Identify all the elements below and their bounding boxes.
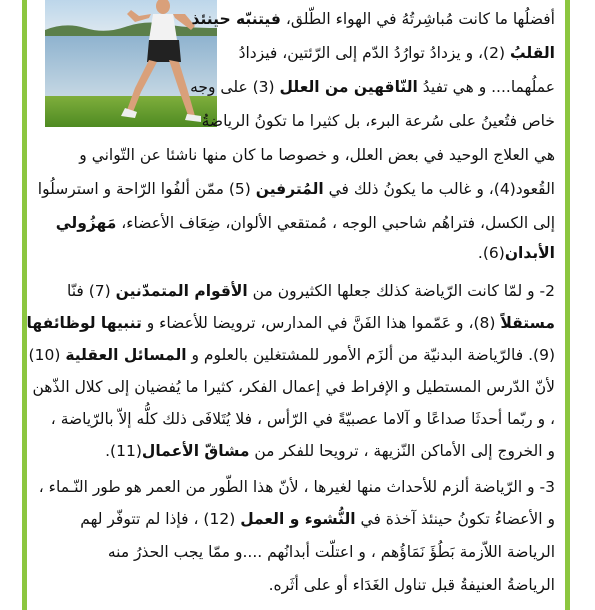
paragraph1-line4: خاص فتُعينُ على سُرعة البرء، بل كثيرا ما تكونُ الرياضةُ [201, 112, 555, 130]
paragraph2-line3: (9). فالرّياضة البدنيّة من ألزَم الأمور للمشتغلين بالعلوم و المسائل العقلية (10) [28, 346, 555, 364]
paragraph3-line3: الرياضة اللاّزمة بَطُؤَ نَمَاؤُهم ، و اعتلّت أبدانُهم ....و ممّا يجب الحذرُ منه [107, 543, 555, 561]
paragraph2-line2: مستقلاً (8)، و عَمّموا هذا الفَنَّ في المدارس، ترويضا للأعضاء و تنبيها لوظائفها [26, 314, 555, 332]
paragraph2-line4: لأنّ الدّرس المستطيل و الإفراط في إعمال الفكر، كثيرا ما يُفضيان إلى كلال الذّهن [32, 378, 555, 396]
paragraph3-line1: 3- و الرّياضة ألزم للأحداث منها لغيرها ، لأنّ هذا الطّور من العمر هو طور النّـماء ، [38, 478, 555, 496]
paragraph1-line2: القلبُ (2)، و يزدادُ توارُدُ الدّم إلى الرّئتين، فيزدادُ [238, 44, 555, 62]
article-content [26, 0, 555, 610]
page-frame [22, 0, 570, 610]
paragraph3-line2: و الأعضاءُ تكونُ حينئذ آخذة في النُّشوء و العمل (12) ، فإذا لم تتوفّر لهم [80, 510, 555, 528]
paragraph3-line4: الرياضةُ العنيفةُ قبل تناول الغَدَاء أو على أثَره. [268, 576, 555, 594]
paragraph2-line5: ، و ربّما أحدثَا صداعًا و آلاما عصبيّةً في الرّأس ، فلا يُتَلافَى ذلك كلُّه إلاّ بالرّياضة ، [50, 410, 555, 428]
paragraph1-line1: أفضلُها ما كانت مُباشِرتُهُ في الهواء الطّلق، فيتنبّه حينئذ [191, 10, 555, 28]
paragraph1-line3: عملُهما.... و هي تفيدُ النّاقهين من العلل (3) على وجه [190, 78, 555, 96]
paragraph2-line6: و الخروج إلى الأماكن النّزيهة ، ترويحا للفكر من مشاقّ الأعمال(11). [105, 442, 555, 460]
paragraph1-line6: القُعود(4)، و غالب ما يكونُ ذلك في المُترفين (5) ممّن ألفُوا الرّاحة و استرسلُوا [37, 180, 555, 198]
paragraph1-line7: إلى الكسل، فتراهُم شاحبي الوجه ، مُمتقعي الألوان، ضِعَاف الأعضاء، مَهزُولي [55, 214, 555, 232]
paragraph1-line5: هي العلاج الوحيد في بعض العلل، و خصوصا ما كان منها ناشئا عن التّواني و [79, 146, 555, 164]
paragraph2-line1: 2- و لمّا كانت الرّياضة كذلك جعلها الكثيرون من الأقوام المتمدّنين (7) فنّا [66, 282, 555, 300]
paragraph1-line8: الأبدان(6). [477, 244, 555, 262]
